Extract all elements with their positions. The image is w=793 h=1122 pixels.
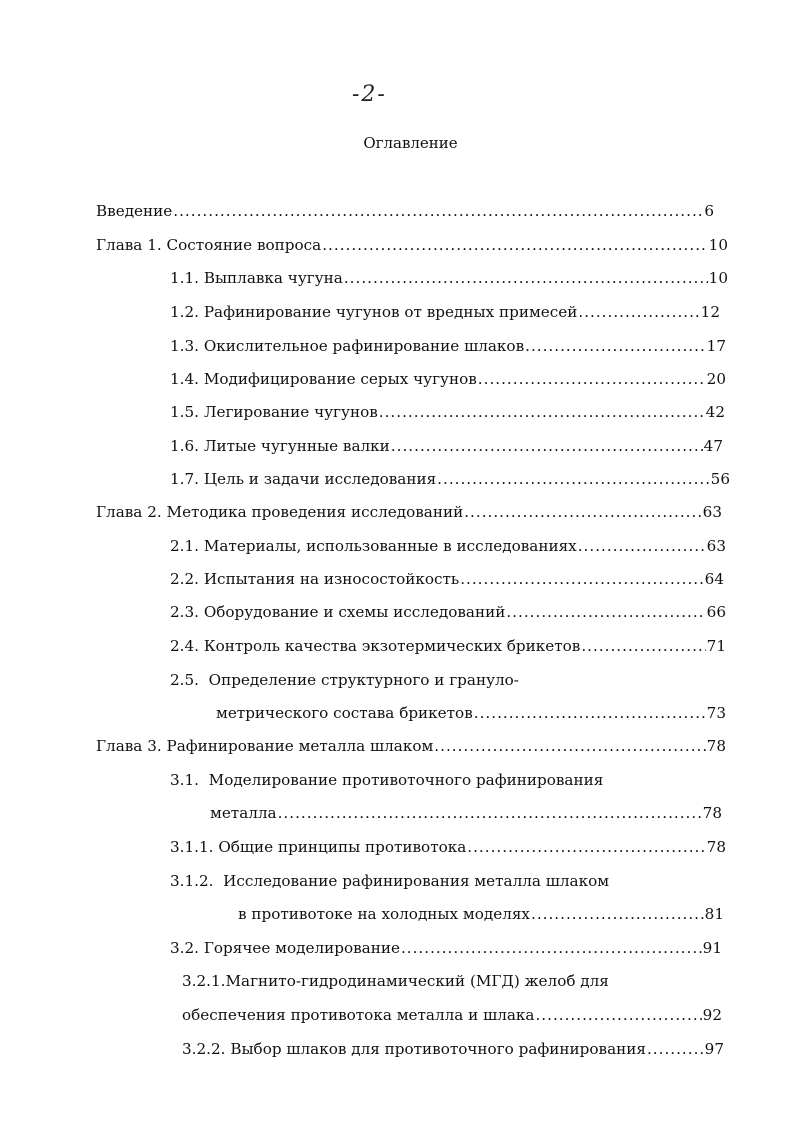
toc-title: Исследование рафинирования металла шлаком: [223, 872, 610, 890]
toc-page: 73: [706, 704, 726, 722]
leader-dots: [434, 737, 705, 755]
toc-entry-first-line[interactable]: [170, 872, 609, 890]
toc-page: 47: [703, 437, 723, 455]
leader-dots: [535, 1006, 701, 1024]
toc-title: Выплавка чугуна: [203, 269, 343, 287]
toc-title: Общие принципы противотока: [218, 838, 467, 856]
toc-number: 3.2.: [170, 939, 199, 957]
toc-page: 71: [706, 637, 726, 655]
toc-number: 2.3.: [170, 603, 199, 621]
toc-page: 81: [704, 905, 724, 923]
toc-entry[interactable]: [170, 370, 726, 392]
leader-dots: [464, 503, 701, 521]
toc-number: Глава 3.: [96, 737, 162, 755]
leader-dots: [379, 403, 705, 421]
toc-number: 1.3.: [170, 337, 199, 355]
toc-title: Состояние вопроса: [166, 236, 322, 254]
toc-page: 64: [704, 570, 724, 588]
toc-number: 1.4.: [170, 370, 199, 388]
toc-title-continuation: в противотоке на холодных моделях: [238, 905, 530, 923]
toc-page: 63: [702, 503, 722, 521]
toc-title: Рафинирование металла шлаком: [166, 737, 434, 755]
toc-page: 91: [702, 939, 722, 957]
toc-number: 3.1.: [170, 771, 199, 789]
leader-dots: [506, 603, 705, 621]
toc-number: 2.2.: [170, 570, 199, 588]
leader-dots: [581, 637, 705, 655]
toc-title: Окислительное рафинирование шлаков: [203, 337, 525, 355]
toc-title: Модифицирование серых чугунов: [203, 370, 477, 388]
toc-title: Литые чугунные валки: [203, 437, 390, 455]
toc-entry[interactable]: [96, 236, 728, 258]
toc-entry[interactable]: [182, 1040, 724, 1062]
toc-title-continuation: металла: [210, 804, 277, 822]
toc-page: 66: [706, 603, 726, 621]
toc-entry[interactable]: [170, 637, 726, 659]
toc-title: Введение: [96, 202, 173, 220]
toc-title: Рафинирование чугунов от вредных примесей: [203, 303, 578, 321]
toc-title: Магнито-гидродинамический (МГД) желоб для: [225, 972, 609, 990]
leader-dots: [474, 704, 706, 722]
toc-entry[interactable]: [96, 202, 714, 224]
toc-title: Методика проведения исследований: [166, 503, 464, 521]
toc-entry[interactable]: [170, 337, 726, 359]
toc-entry[interactable]: [170, 437, 723, 459]
leader-dots: [478, 370, 706, 388]
toc-number: 1.7.: [170, 470, 199, 488]
toc-page: 56: [710, 470, 730, 488]
toc-title: Цель и задачи исследования: [203, 470, 437, 488]
toc-title: Контроль качества экзотермических брикетов: [203, 637, 581, 655]
toc-entry[interactable]: [170, 939, 722, 961]
toc-entry-first-line[interactable]: [170, 771, 603, 789]
toc-number: 3.1.1.: [170, 838, 214, 856]
toc-number: 2.5.: [170, 671, 199, 689]
toc-title: Оборудование и схемы исследований: [203, 603, 506, 621]
toc-title: Моделирование противоточного рафинирования: [208, 771, 604, 789]
leader-dots: [578, 537, 706, 555]
toc-entry-continuation[interactable]: [210, 804, 722, 826]
toc-title: Испытания на износостойкость: [203, 570, 460, 588]
toc-entry-continuation[interactable]: [216, 704, 726, 726]
leader-dots: [344, 269, 708, 287]
leader-dots: [437, 470, 710, 488]
leader-dots: [460, 570, 703, 588]
toc-number: 2.1.: [170, 537, 199, 555]
toc-page: 78: [702, 804, 722, 822]
toc-page: 20: [706, 370, 726, 388]
toc-entry[interactable]: [170, 470, 730, 492]
toc-entry-first-line[interactable]: [170, 671, 519, 689]
toc-number: 1.6.: [170, 437, 199, 455]
toc-page: 63: [706, 537, 726, 555]
toc-entry[interactable]: [96, 737, 726, 759]
toc-entry-continuation[interactable]: [238, 905, 724, 927]
toc-page: 10: [708, 269, 728, 287]
toc-number: Глава 2.: [96, 503, 162, 521]
toc-number: 1.2.: [170, 303, 199, 321]
toc-entry[interactable]: [170, 537, 726, 559]
toc-title: Горячее моделирование: [203, 939, 400, 957]
toc-number: 3.1.2.: [170, 872, 214, 890]
toc-page: 78: [706, 737, 726, 755]
leader-dots: [322, 236, 707, 254]
toc-entry-first-line[interactable]: [182, 972, 609, 990]
toc-page: 12: [700, 303, 720, 321]
toc-title: Выбор шлаков для противоточного рафинирования: [230, 1040, 646, 1058]
toc-page: 97: [704, 1040, 724, 1058]
toc-entry[interactable]: [170, 603, 726, 625]
leader-dots: [531, 905, 704, 923]
leader-dots: [401, 939, 702, 957]
toc-title-continuation: метрического состава брикетов: [216, 704, 473, 722]
toc-number: 3.2.1.: [182, 972, 226, 990]
toc-title: Определение структурного и грануло-: [208, 671, 519, 689]
toc-entry[interactable]: [96, 503, 722, 525]
leader-dots: [647, 1040, 704, 1058]
toc-number: Глава 1.: [96, 236, 162, 254]
toc-entry[interactable]: [170, 303, 720, 325]
toc-number: 1.1.: [170, 269, 199, 287]
toc-entry[interactable]: [170, 570, 724, 592]
toc-page: 17: [706, 337, 726, 355]
toc-title: Легирование чугунов: [203, 403, 378, 421]
page-title: Оглавление: [363, 134, 458, 152]
leader-dots: [391, 437, 703, 455]
leader-dots: [578, 303, 699, 321]
toc-number: 2.4.: [170, 637, 199, 655]
toc-page: 42: [705, 403, 725, 421]
leader-dots: [173, 202, 703, 220]
toc-number: 1.5.: [170, 403, 199, 421]
toc-page: 10: [708, 236, 728, 254]
leader-dots: [467, 838, 705, 856]
toc-entry[interactable]: [170, 269, 728, 291]
toc-number: 3.2.2.: [182, 1040, 226, 1058]
page-number: -2-: [352, 82, 387, 107]
toc-title-continuation: обеспечения противотока металла и шлака: [182, 1006, 535, 1024]
toc-entry[interactable]: [170, 403, 725, 425]
toc-entry-continuation[interactable]: [182, 1006, 722, 1028]
toc-entry[interactable]: [170, 838, 726, 860]
leader-dots: [525, 337, 706, 355]
toc-page: 6: [704, 202, 714, 220]
toc-page: 92: [702, 1006, 722, 1024]
toc-title: Материалы, использованные в исследованиях: [203, 537, 577, 555]
leader-dots: [278, 804, 702, 822]
toc-page: 78: [706, 838, 726, 856]
